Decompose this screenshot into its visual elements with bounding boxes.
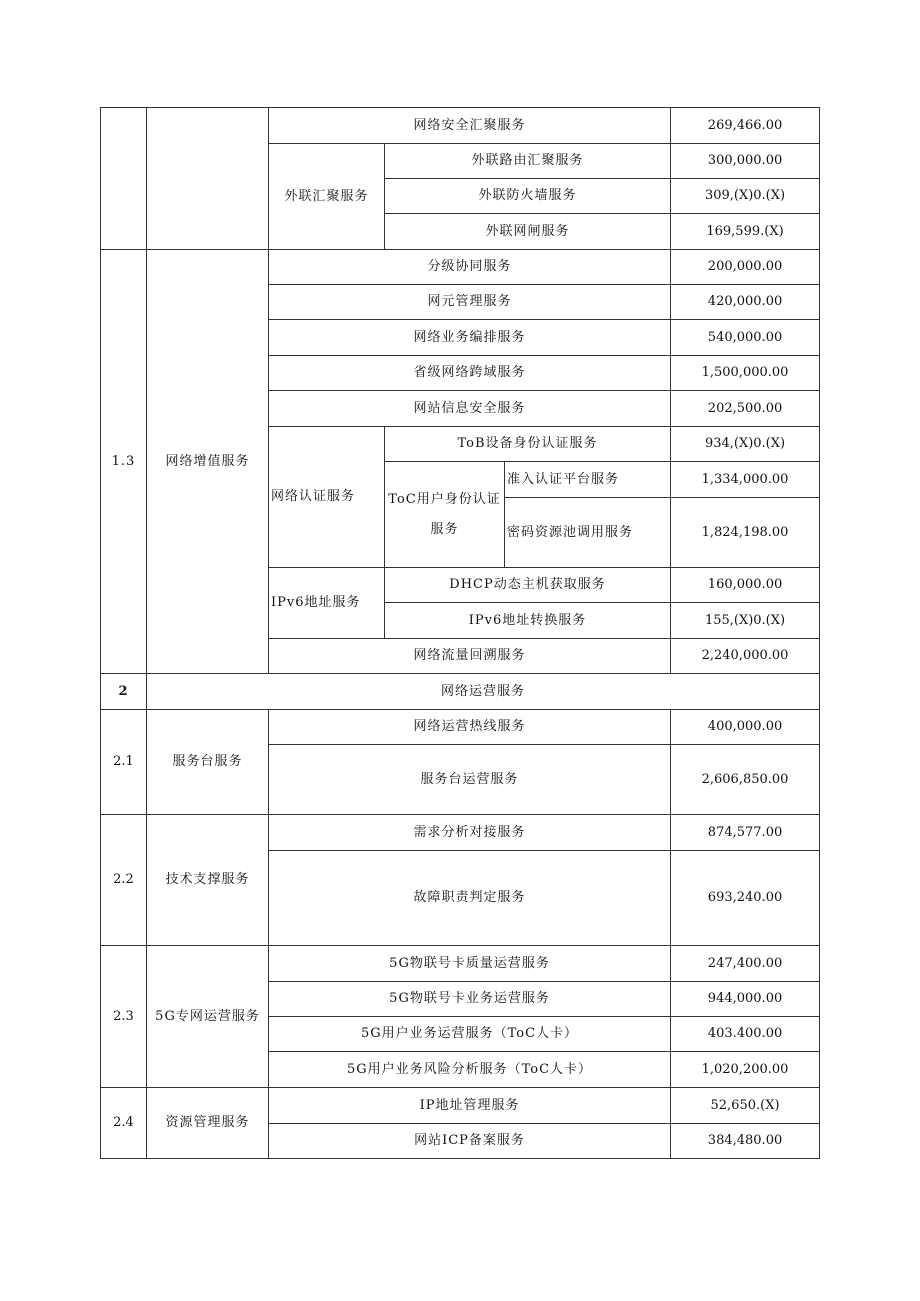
section-title-cell: 网络运营服务 [147,674,820,710]
amount-cell: 300,000.00 [671,144,820,179]
category-cell: 网络认证服务 [269,427,385,568]
service-name-cell: 外联路由汇聚服务 [385,144,671,179]
service-pricing-table [100,107,820,1159]
table-row [101,710,820,745]
service-name-cell: 外联防火墙服务 [385,179,671,214]
service-name-cell: DHCP动态主机获取服务 [385,568,671,603]
service-name-cell: 省级网络跨域服务 [269,356,671,391]
service-name-cell: IP地址管理服务 [269,1088,671,1124]
item-number-cell: 1.3 [101,250,147,674]
table-row [101,1088,820,1124]
amount-cell: 2,606,850.00 [671,745,820,815]
amount-cell: 202,500.00 [671,391,820,427]
table-row [101,250,820,285]
amount-cell: 540,000.00 [671,320,820,356]
amount-cell: 169,599.(X) [671,214,820,250]
category-cell: IPv6地址服务 [269,568,385,639]
section-header-row [101,674,820,710]
service-name-cell: IPv6地址转换服务 [385,603,671,639]
amount-cell: 269,466.00 [671,108,820,144]
service-name-cell: 网络运营热线服务 [269,710,671,745]
subcategory-cell: ToC用户身份认证服务 [385,462,505,568]
amount-cell: 1,500,000.00 [671,356,820,391]
amount-cell: 1,334,000.00 [671,462,820,498]
service-name-cell: ToB设备身份认证服务 [385,427,671,462]
service-name-cell: 网站信息安全服务 [269,391,671,427]
item-group-cell: 技术支撑服务 [147,815,269,946]
item-group-cell: 服务台服务 [147,710,269,815]
item-number-cell: 2.2 [101,815,147,946]
amount-cell: 160,000.00 [671,568,820,603]
amount-cell: 403.400.00 [671,1017,820,1052]
service-name-cell: 网络流量回溯服务 [269,639,671,674]
item-number-cell: 2.3 [101,946,147,1088]
service-name-cell: 5G物联号卡业务运营服务 [269,982,671,1017]
amount-cell: 1,824,198.00 [671,498,820,568]
amount-cell: 247,400.00 [671,946,820,982]
service-name-cell: 5G用户业务风险分析服务（ToC人卡） [269,1052,671,1088]
service-name-cell: 网元管理服务 [269,285,671,320]
section-number-cell: 2 [101,674,147,710]
service-name-cell: 外联网闸服务 [385,214,671,250]
amount-cell: 155,(X)0.(X) [671,603,820,639]
amount-cell: 2,240,000.00 [671,639,820,674]
amount-cell: 420,000.00 [671,285,820,320]
amount-cell: 200,000.00 [671,250,820,285]
item-group-cell [147,108,269,250]
service-name-cell: 网络安全汇聚服务 [269,108,671,144]
amount-cell: 944,000.00 [671,982,820,1017]
amount-cell: 52,650.(X) [671,1088,820,1124]
amount-cell: 934,(X)0.(X) [671,427,820,462]
service-name-cell: 故障职责判定服务 [269,851,671,946]
amount-cell: 693,240.00 [671,851,820,946]
service-name-cell: 5G用户业务运营服务（ToC人卡） [269,1017,671,1052]
item-group-cell: 5G专网运营服务 [147,946,269,1088]
item-group-cell: 网络增值服务 [147,250,269,674]
item-number-cell: 2.1 [101,710,147,815]
amount-cell: 309,(X)0.(X) [671,179,820,214]
service-name-cell: 网络业务编排服务 [269,320,671,356]
item-number-cell [101,108,147,250]
item-group-cell: 资源管理服务 [147,1088,269,1159]
service-name-cell: 准入认证平台服务 [505,462,671,498]
item-number-cell: 2.4 [101,1088,147,1159]
table-row [101,946,820,982]
service-name-cell: 5G物联号卡质量运营服务 [269,946,671,982]
service-name-cell: 密码资源池调用服务 [505,498,671,568]
table-row [101,815,820,851]
service-name-cell: 网站ICP备案服务 [269,1124,671,1159]
table-row [101,108,820,144]
amount-cell: 384,480.00 [671,1124,820,1159]
service-name-cell: 分级协同服务 [269,250,671,285]
amount-cell: 874,577.00 [671,815,820,851]
category-cell: 外联汇聚服务 [269,144,385,250]
service-name-cell: 服务台运营服务 [269,745,671,815]
amount-cell: 1,020,200.00 [671,1052,820,1088]
amount-cell: 400,000.00 [671,710,820,745]
service-name-cell: 需求分析对接服务 [269,815,671,851]
